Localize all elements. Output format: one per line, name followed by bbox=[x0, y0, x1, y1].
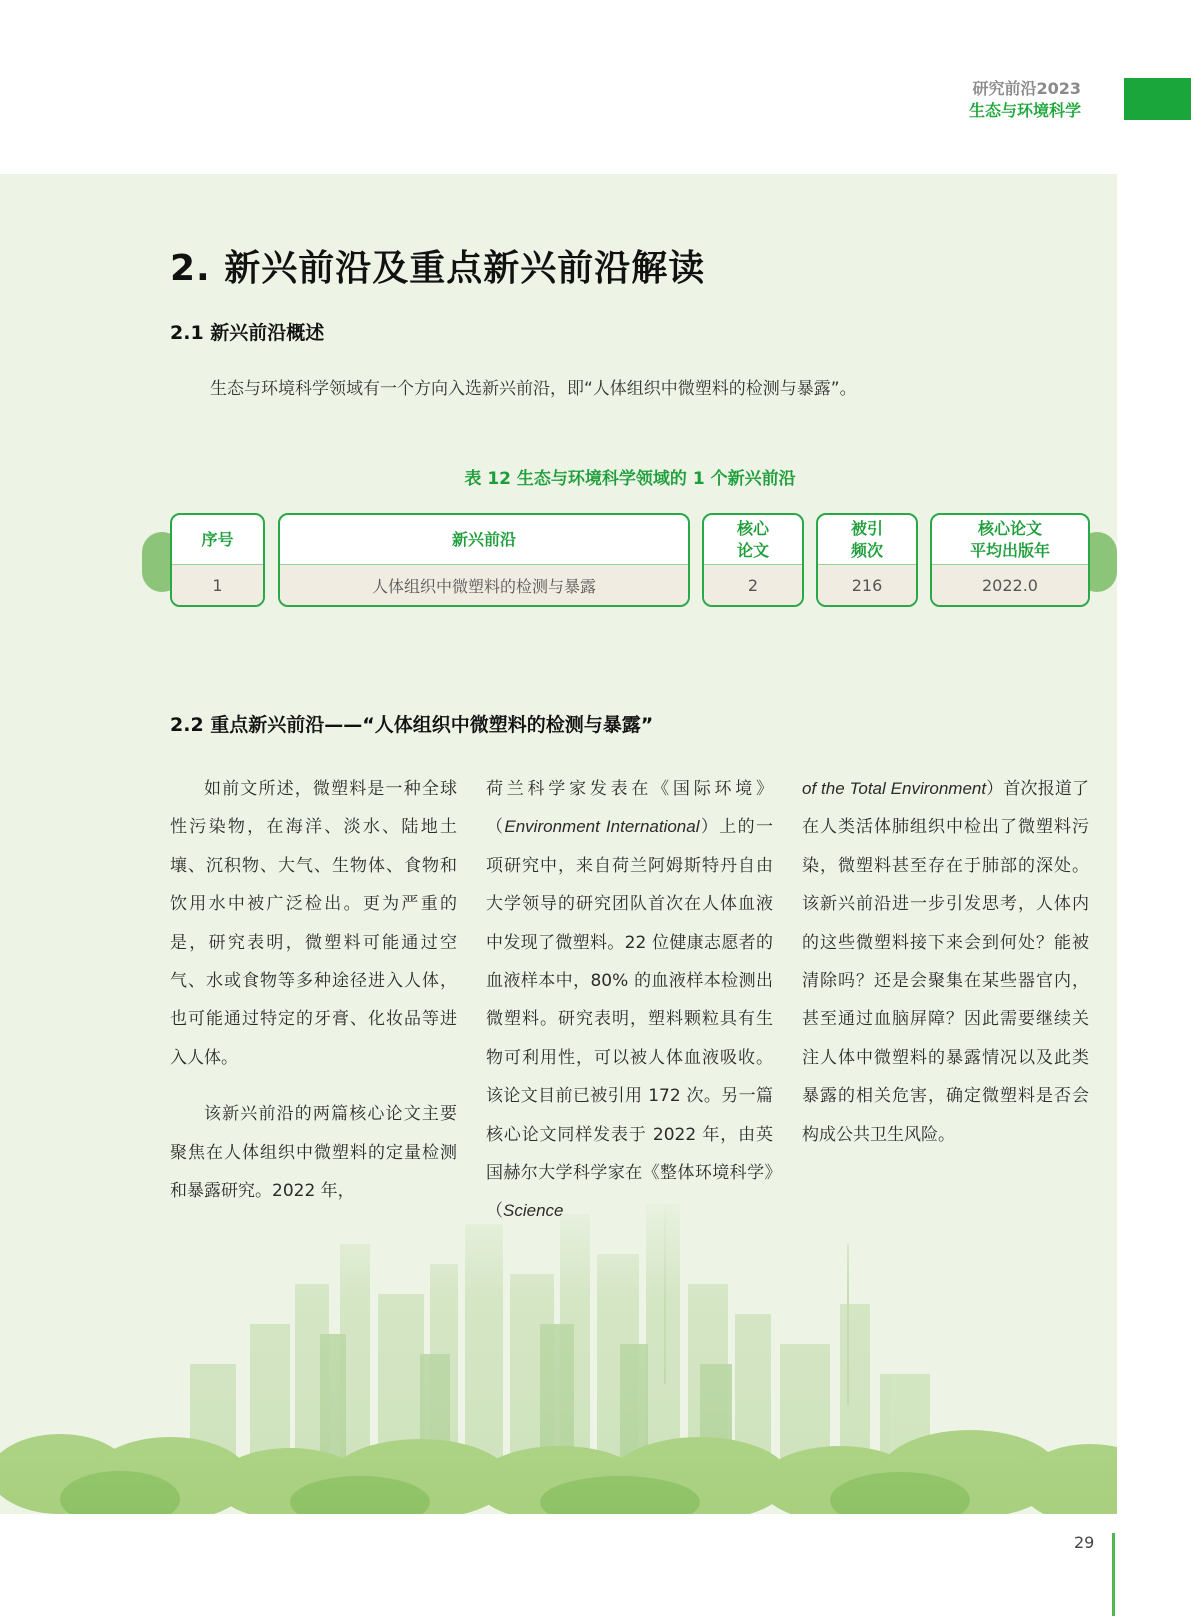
table-column-index bbox=[170, 513, 265, 607]
header-line: 被引 bbox=[850, 518, 883, 538]
page-number: 29 bbox=[1074, 1533, 1095, 1552]
body-column-1 bbox=[170, 770, 457, 1228]
header-field-name: 生态与环境科学 bbox=[968, 101, 1081, 120]
page-number-bar bbox=[1112, 1533, 1115, 1616]
table-column-frontier bbox=[278, 513, 690, 607]
table-header-cell bbox=[172, 515, 263, 565]
header-line: 核心 bbox=[736, 518, 769, 538]
table-cell: 216 bbox=[818, 565, 916, 607]
table-cell: 2 bbox=[704, 565, 802, 607]
body-column-2 bbox=[486, 770, 773, 1249]
section-intro-text: 生态与环境科学领域有一个方向入选新兴前沿，即“人体组织中微塑料的检测与暴露”。 bbox=[210, 379, 857, 399]
paragraph bbox=[802, 770, 1089, 1154]
page-title: 2. 新兴前沿及重点新兴前沿解读 bbox=[170, 248, 706, 289]
table-cell: 1 bbox=[172, 565, 263, 607]
header-line: 新兴前沿 bbox=[451, 529, 516, 549]
table-column-citations bbox=[816, 513, 918, 607]
header-line: 频次 bbox=[850, 540, 883, 560]
text-run: ）首次报道了在人类活体肺组织中检出了微塑料污染，微塑料甚至存在于肺部的深处。该新兴前沿进一步引发思考，人体内的这些微塑料接下来会到何处？能被清除吗？还是会聚集在某些器官内，甚至通过血脑屏障？因此需要继续关注人体中微塑料的暴露情况以及此类暴露的相关危害，确定微塑料是否会构成公共卫生风险。 bbox=[802, 779, 1090, 1145]
table-caption: 表 12 生态与环境科学领域的 1 个新兴前沿 bbox=[464, 469, 796, 489]
table-header-cell bbox=[704, 515, 802, 565]
text-run: ）上的一项研究中，来自荷兰阿姆斯特丹自由大学领导的研究团队首次在人体血液中发现了微塑料。22 位健康志愿者的血液样本中，80% 的血液样本检测出微塑料。研究表明，塑料颗粒具有生物可利用性，可以被人体血液吸收。该论文目前已被引用 172 次。另一篇核心论文同样发表于 2022 年，由英国赫尔大学科学家在《整体环境科学》（ bbox=[486, 817, 774, 1222]
table-column-core-papers bbox=[702, 513, 804, 607]
table-header-cell bbox=[280, 515, 688, 565]
header-color-block bbox=[1124, 78, 1191, 120]
table-header-cell bbox=[932, 515, 1088, 565]
paragraph: 如前文所述，微塑料是一种全球性污染物，在海洋、淡水、陆地土壤、沉积物、大气、生物体、食物和饮用水中被广泛检出。更为严重的是，研究表明，微塑料可能通过空气、水或食物等多种途径进入人体，也可能通过特定的牙膏、化妆品等进入人体。 bbox=[170, 779, 457, 1068]
header-line: 序号 bbox=[201, 529, 234, 549]
paragraph bbox=[486, 770, 773, 1231]
paragraph: 该新兴前沿的两篇核心论文主要聚焦在人体组织中微塑料的定量检测和暴露研究。2022 年， bbox=[170, 1104, 457, 1202]
table-cell: 人体组织中微塑料的检测与暴露 bbox=[280, 565, 688, 607]
journal-name: of the Total Environment bbox=[802, 779, 987, 798]
text-run: 荷兰科学家发表在《国际环境》（ bbox=[486, 779, 773, 838]
section-heading-2-2: 2.2 重点新兴前沿——“人体组织中微塑料的检测与暴露” bbox=[170, 714, 654, 736]
table-column-avg-year bbox=[930, 513, 1090, 607]
header-report-title: 研究前沿2023 bbox=[972, 79, 1081, 98]
table-header-cell bbox=[818, 515, 916, 565]
running-header bbox=[969, 78, 1081, 122]
journal-name: Science bbox=[503, 1201, 564, 1221]
journal-name: Environment International bbox=[504, 817, 700, 837]
header-line: 核心论文 bbox=[977, 518, 1042, 538]
body-column-3 bbox=[802, 770, 1089, 1172]
header-line: 平均出版年 bbox=[969, 540, 1050, 560]
table-cell: 2022.0 bbox=[932, 565, 1088, 607]
section-heading-2-1: 2.1 新兴前沿概述 bbox=[170, 322, 325, 344]
header-line: 论文 bbox=[736, 540, 769, 560]
